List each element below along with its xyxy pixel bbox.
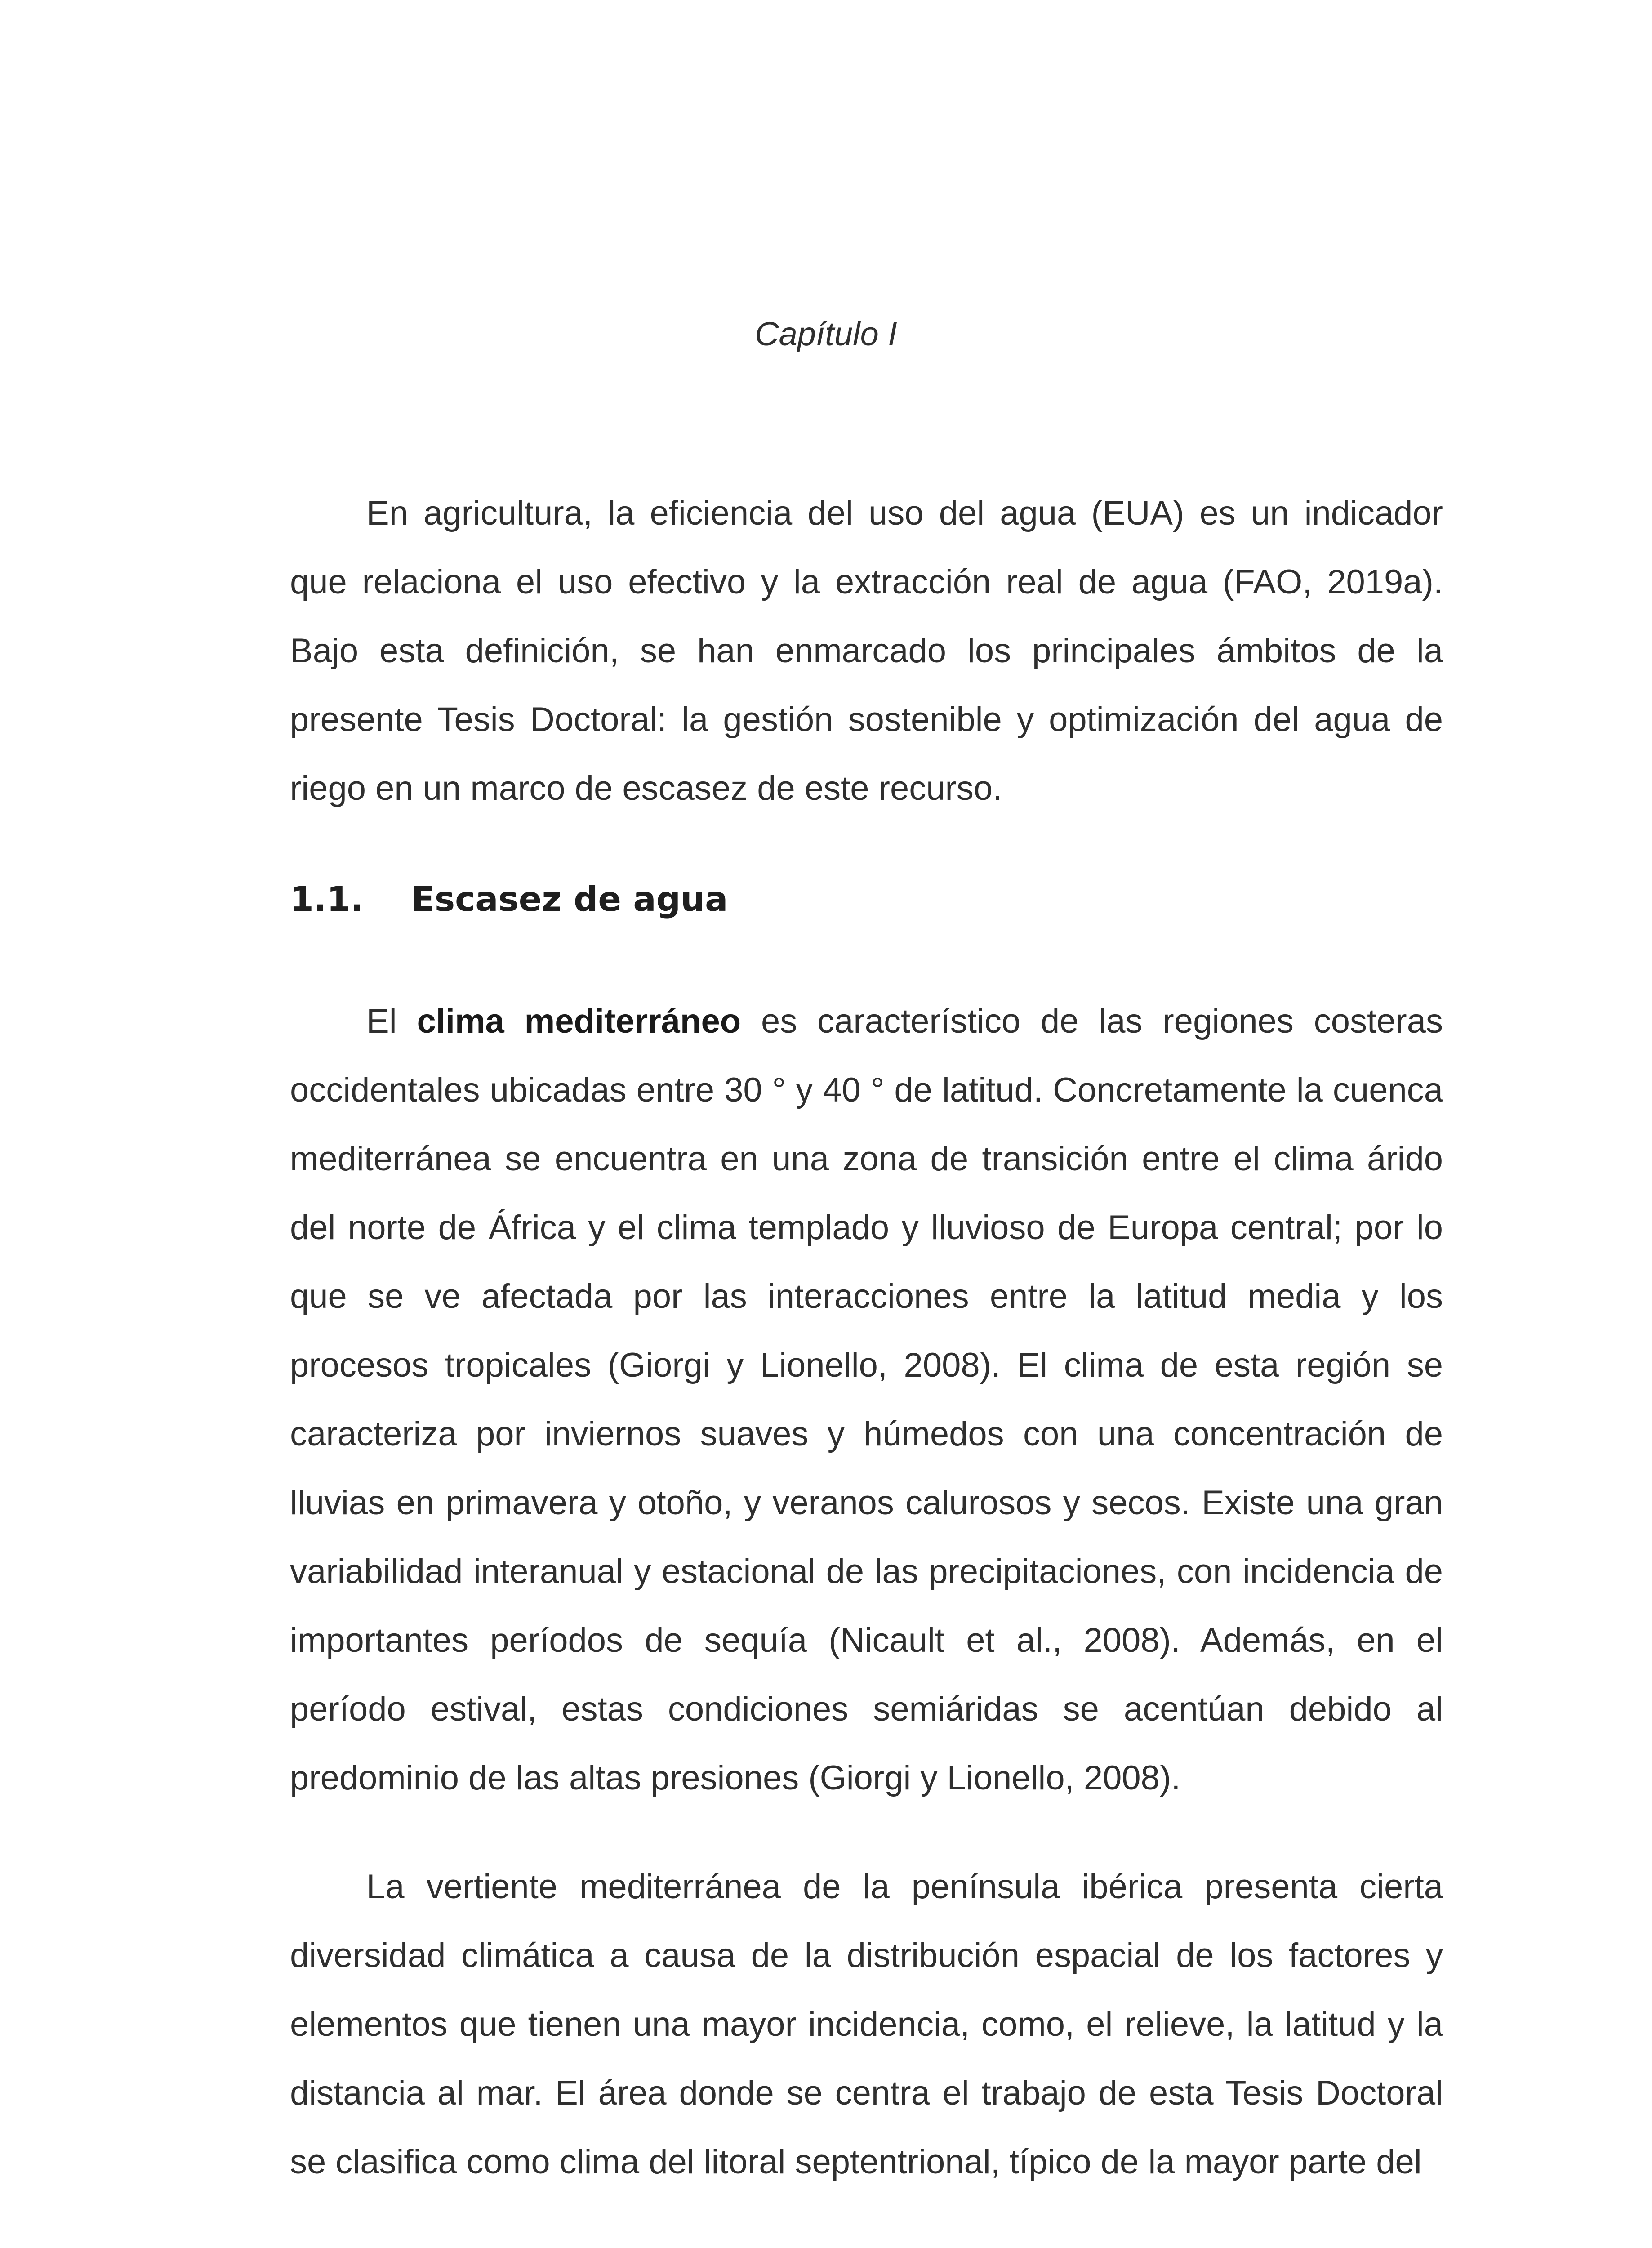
climate-body-text: es característico de las regiones costeras occidentales ubicadas entre 30 ° y 40 ° de latitud. Concretamente la cuenca mediterránea se encuentra en una zona de transición entre el clima árido del norte de África y el clima templado y lluvioso de Europa central; por lo que se ve afectada por las interacciones entre la latitud media y los procesos tropicales (Giorgi y Lionello, 2008). El clima de esta región se caracteriza por inviernos suaves y húmedos con una concentración de lluvias en primavera y otoño, y veranos calurosos y secos. Existe una gran variabilidad interanual y estacional de las precipitaciones, con incidencia de importantes períodos de sequía (Nicault et al., 2008). Además, en el período estival, estas condiciones semiáridas se acentúan debido al predominio de las altas presiones (Giorgi y Lionello, 2008). [290, 1002, 1443, 1797]
vertiente-paragraph-block [290, 1852, 1443, 2196]
chapter-header: Capítulo I [755, 315, 897, 352]
vertiente-paragraph: La vertiente mediterránea de la península ibérica presenta cierta diversidad climática a causa de la distribución espacial de los factores y elementos que tienen una mayor incidencia, como, el relieve, la latitud y la distancia al mar. El área donde se centra el trabajo de esta Tesis Doctoral se clasifica como clima del litoral septentrional, típico de la mayor parte del [290, 1868, 1443, 2181]
climate-key-term: clima mediterráneo [417, 1002, 741, 1040]
section-heading [290, 879, 728, 919]
climate-paragraph [290, 987, 1443, 1812]
section-title: Escasez de agua [411, 879, 728, 919]
intro-paragraph-block [290, 479, 1443, 823]
section-number: 1.1. [290, 879, 364, 919]
intro-paragraph: En agricultura, la eficiencia del uso del agua (EUA) es un indicador que relaciona el uso efectivo y la extracción real de agua (FAO, 2019a). Bajo esta definición, se han enmarcado los principales ámbitos de la presente Tesis Doctoral: la gestión sostenible y optimización del agua de riego en un marco de escasez de este recurso. [290, 494, 1443, 807]
climate-lead-text: El [366, 1002, 397, 1040]
climate-paragraph-block [290, 987, 1443, 1812]
